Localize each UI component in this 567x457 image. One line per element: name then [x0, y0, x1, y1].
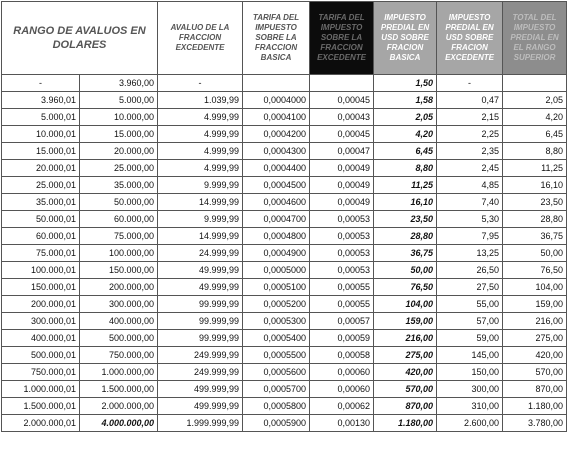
table-row	[2, 160, 567, 177]
table-cell: 0,00053	[310, 262, 374, 279]
table-cell: 1.000.000,00	[80, 364, 158, 381]
table-cell: 14.999,99	[158, 228, 243, 245]
table-row	[2, 75, 567, 92]
table-cell: 2.000.000,00	[80, 398, 158, 415]
table-row	[2, 415, 567, 432]
table-cell: 104,00	[503, 279, 567, 296]
header-rango: RANGO DE AVALUOS EN DOLARES	[2, 2, 158, 75]
table-cell: 0,00130	[310, 415, 374, 432]
table-cell: 20.000,00	[80, 143, 158, 160]
header-tarifa-excedente: TARIFA DEL IMPUESTO SOBRE LA FRACCION EXCEDENTE	[310, 2, 374, 75]
table-cell: 0,00059	[310, 330, 374, 347]
table-cell: 1,58	[374, 92, 437, 109]
table-cell: 275,00	[503, 330, 567, 347]
table-cell: 10.000,00	[80, 109, 158, 126]
header-impuesto-excedente: IMPUESTO PREDIAL EN USD SOBRE FRACION EXCEDENTE	[437, 2, 503, 75]
table-row	[2, 228, 567, 245]
header-avaluo-fraccion: AVALUO DE LA FRACCION EXCEDENTE	[158, 2, 243, 75]
table-cell: 14.999,99	[158, 194, 243, 211]
table-cell: 50.000,00	[80, 194, 158, 211]
table-cell: 8,80	[503, 143, 567, 160]
table-cell: 0,47	[437, 92, 503, 109]
table-cell: 15.000,01	[2, 143, 80, 160]
table-row	[2, 313, 567, 330]
table-row	[2, 296, 567, 313]
table-cell: 0,00049	[310, 160, 374, 177]
table-cell: 249.999,99	[158, 364, 243, 381]
table-cell: 249.999,99	[158, 347, 243, 364]
table-cell: 0,00053	[310, 211, 374, 228]
table-cell: 300.000,01	[2, 313, 80, 330]
table-cell: 0,00049	[310, 177, 374, 194]
header-impuesto-basica: IMPUESTO PREDIAL EN USD SOBRE FRACION BASICA	[374, 2, 437, 75]
table-cell: 0,0005200	[243, 296, 310, 313]
table-cell: 1.000.000,01	[2, 381, 80, 398]
table-cell: 25.000,00	[80, 160, 158, 177]
table-cell: 24.999,99	[158, 245, 243, 262]
table-cell: 6,45	[503, 126, 567, 143]
table-cell: 0,0004100	[243, 109, 310, 126]
table-cell: 60.000,00	[80, 211, 158, 228]
table-cell: 10.000,01	[2, 126, 80, 143]
table-cell: 5,30	[437, 211, 503, 228]
table-cell: 100.000,01	[2, 262, 80, 279]
table-cell: 1.500.000,01	[2, 398, 80, 415]
table-cell: 28,80	[374, 228, 437, 245]
table-cell: 0,0005900	[243, 415, 310, 432]
table-cell: 76,50	[374, 279, 437, 296]
table-cell: 4.999,99	[158, 143, 243, 160]
table-cell: 0,0005100	[243, 279, 310, 296]
table-cell: 35.000,01	[2, 194, 80, 211]
table-cell: 0,0004500	[243, 177, 310, 194]
table-cell: 499.999,99	[158, 398, 243, 415]
header-tarifa-impuesto: TARIFA DEL IMPUESTO SOBRE LA FRACCION BASICA	[243, 2, 310, 75]
table-cell: 8,80	[374, 160, 437, 177]
table-row	[2, 245, 567, 262]
table-cell: 20.000,01	[2, 160, 80, 177]
table-cell: 16,10	[374, 194, 437, 211]
table-cell: 0,0004300	[243, 143, 310, 160]
table-row	[2, 126, 567, 143]
table-cell: 4.999,99	[158, 109, 243, 126]
table-cell: 1,50	[374, 75, 437, 92]
table-cell: 0,00058	[310, 347, 374, 364]
table-cell: 4.999,99	[158, 160, 243, 177]
table-cell: 75.000,01	[2, 245, 80, 262]
table-cell: 0,00057	[310, 313, 374, 330]
table-cell: 0,00055	[310, 279, 374, 296]
table-cell: 159,00	[374, 313, 437, 330]
table-cell: 7,40	[437, 194, 503, 211]
table-cell: 49.999,99	[158, 262, 243, 279]
table-cell: 0,0005400	[243, 330, 310, 347]
table-cell	[503, 75, 567, 92]
table-cell: 570,00	[374, 381, 437, 398]
table-cell: 750.000,01	[2, 364, 80, 381]
table-cell: 11,25	[374, 177, 437, 194]
table-cell: 99.999,99	[158, 330, 243, 347]
table-cell: 0,0005500	[243, 347, 310, 364]
table-cell: 0,0004900	[243, 245, 310, 262]
table-row	[2, 262, 567, 279]
table-cell: 100.000,00	[80, 245, 158, 262]
table-cell: 870,00	[503, 381, 567, 398]
table-cell: 0,0005600	[243, 364, 310, 381]
table-cell: 36,75	[374, 245, 437, 262]
table-cell	[310, 75, 374, 92]
table-cell: 216,00	[374, 330, 437, 347]
table-cell: 1.039,99	[158, 92, 243, 109]
table-cell: 300,00	[437, 381, 503, 398]
table-cell: 570,00	[503, 364, 567, 381]
table-row	[2, 109, 567, 126]
table-cell: 500.000,01	[2, 347, 80, 364]
table-row	[2, 347, 567, 364]
table-cell: 9.999,99	[158, 211, 243, 228]
table-cell: 57,00	[437, 313, 503, 330]
table-cell: 28,80	[503, 211, 567, 228]
table-cell: 50.000,01	[2, 211, 80, 228]
table-cell: 5.000,00	[80, 92, 158, 109]
table-cell: 2,25	[437, 126, 503, 143]
table-cell: 99.999,99	[158, 313, 243, 330]
table-cell: 0,0005800	[243, 398, 310, 415]
table-cell: 11,25	[503, 160, 567, 177]
table-cell: 4.000.000,00	[80, 415, 158, 432]
table-cell: 0,00047	[310, 143, 374, 160]
table-cell: 300.000,00	[80, 296, 158, 313]
table-cell: 0,00049	[310, 194, 374, 211]
table-cell: 36,75	[503, 228, 567, 245]
table-row	[2, 211, 567, 228]
table-cell: 200.000,01	[2, 296, 80, 313]
table-cell: 4.999,99	[158, 126, 243, 143]
table-cell: 1.180,00	[374, 415, 437, 432]
table-row	[2, 364, 567, 381]
header-row	[2, 2, 567, 75]
table-cell: 216,00	[503, 313, 567, 330]
table-cell: 870,00	[374, 398, 437, 415]
table-cell: 3.780,00	[503, 415, 567, 432]
table-cell: 400.000,01	[2, 330, 80, 347]
table-row	[2, 330, 567, 347]
table-cell: 23,50	[503, 194, 567, 211]
table-cell: 99.999,99	[158, 296, 243, 313]
table-cell: 25.000,01	[2, 177, 80, 194]
table-cell: 15.000,00	[80, 126, 158, 143]
table-cell: 1.180,00	[503, 398, 567, 415]
table-cell: 2.600,00	[437, 415, 503, 432]
table-cell: 0,00053	[310, 245, 374, 262]
table-cell: 0,0004400	[243, 160, 310, 177]
table-cell: 3.960,01	[2, 92, 80, 109]
table-cell: 50,00	[374, 262, 437, 279]
table-cell: 4,85	[437, 177, 503, 194]
table-row	[2, 381, 567, 398]
table-cell: 59,00	[437, 330, 503, 347]
table-cell: 2,05	[374, 109, 437, 126]
table-cell: -	[158, 75, 243, 92]
table-cell: 150.000,01	[2, 279, 80, 296]
table-cell: 35.000,00	[80, 177, 158, 194]
table-cell: 16,10	[503, 177, 567, 194]
table-row	[2, 92, 567, 109]
table-cell: 26,50	[437, 262, 503, 279]
table-cell: 145,00	[437, 347, 503, 364]
table-cell: 50,00	[503, 245, 567, 262]
table-cell: -	[2, 75, 80, 92]
table-row	[2, 279, 567, 296]
table-row	[2, 143, 567, 160]
table-row	[2, 398, 567, 415]
tarifa-table	[1, 1, 567, 432]
table-cell: 500.000,00	[80, 330, 158, 347]
table-cell: 0,0004600	[243, 194, 310, 211]
table-cell: 0,00053	[310, 228, 374, 245]
table-cell: 1.500.000,00	[80, 381, 158, 398]
table-body	[2, 75, 567, 432]
table-cell: 4,20	[374, 126, 437, 143]
table-cell: 0,00045	[310, 92, 374, 109]
table-cell: 750.000,00	[80, 347, 158, 364]
table-cell: 2,05	[503, 92, 567, 109]
table-cell: 5.000,01	[2, 109, 80, 126]
table-cell: 23,50	[374, 211, 437, 228]
table-cell: 27,50	[437, 279, 503, 296]
table-cell: 104,00	[374, 296, 437, 313]
table-cell: 13,25	[437, 245, 503, 262]
table-cell: 0,00055	[310, 296, 374, 313]
table-cell: 0,00062	[310, 398, 374, 415]
table-cell: 0,0004800	[243, 228, 310, 245]
table-cell: 0,00060	[310, 364, 374, 381]
table-cell: 0,0004000	[243, 92, 310, 109]
table-cell: 0,00060	[310, 381, 374, 398]
table-cell: 76,50	[503, 262, 567, 279]
table-cell: 2,15	[437, 109, 503, 126]
table-cell: 1.999.999,99	[158, 415, 243, 432]
header-total: TOTAL DEL IMPUESTO PREDIAL EN EL RANGO SUPERIOR	[503, 2, 567, 75]
table-cell: 200.000,00	[80, 279, 158, 296]
table-cell: 0,00045	[310, 126, 374, 143]
table-cell: 2,35	[437, 143, 503, 160]
table-cell: 150,00	[437, 364, 503, 381]
table-cell: 6,45	[374, 143, 437, 160]
table-cell: -	[437, 75, 503, 92]
table-cell: 275,00	[374, 347, 437, 364]
table-cell: 499.999,99	[158, 381, 243, 398]
table-cell: 159,00	[503, 296, 567, 313]
table-cell: 150.000,00	[80, 262, 158, 279]
table-cell: 2.000.000,01	[2, 415, 80, 432]
table-cell: 310,00	[437, 398, 503, 415]
table-cell: 0,0005300	[243, 313, 310, 330]
table-row	[2, 194, 567, 211]
table-cell: 0,0004200	[243, 126, 310, 143]
table-cell: 60.000,01	[2, 228, 80, 245]
table-cell: 0,00043	[310, 109, 374, 126]
table-row	[2, 177, 567, 194]
table-cell: 4,20	[503, 109, 567, 126]
table-cell: 55,00	[437, 296, 503, 313]
table-cell: 0,0005700	[243, 381, 310, 398]
table-cell: 420,00	[503, 347, 567, 364]
table-cell: 2,45	[437, 160, 503, 177]
table-cell: 0,0004700	[243, 211, 310, 228]
table-cell	[243, 75, 310, 92]
table-cell: 49.999,99	[158, 279, 243, 296]
table-cell: 75.000,00	[80, 228, 158, 245]
table-cell: 9.999,99	[158, 177, 243, 194]
table-cell: 0,0005000	[243, 262, 310, 279]
table-cell: 3.960,00	[80, 75, 158, 92]
table-cell: 420,00	[374, 364, 437, 381]
table-cell: 7,95	[437, 228, 503, 245]
table-cell: 400.000,00	[80, 313, 158, 330]
